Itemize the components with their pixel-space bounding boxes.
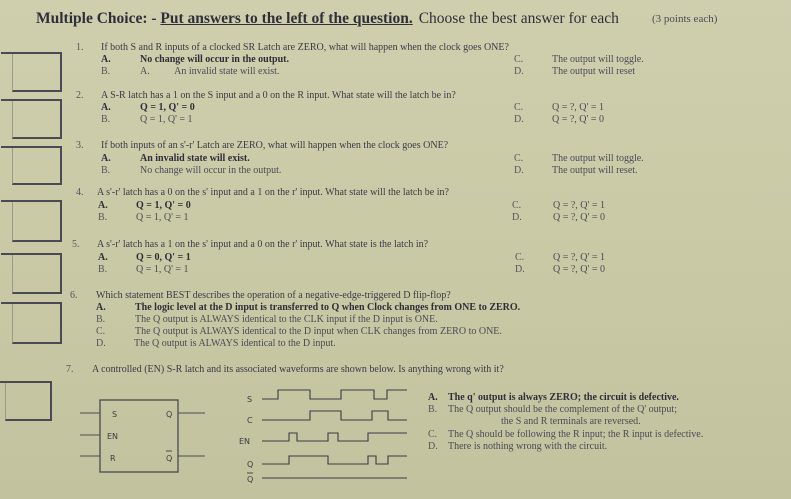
q1-option-b-label[interactable]: B. [101, 66, 111, 77]
q6-option-b-text: The Q output is ALWAYS identical to the CLK input if the D input is ONE. [135, 314, 438, 325]
q2-option-d-label[interactable]: D. [514, 114, 524, 125]
q3-option-d-text: The output will reset. [552, 165, 638, 176]
q1-option-d-label[interactable]: D. [514, 66, 524, 77]
q6-option-d-text: The Q output is ALWAYS identical to the D input. [134, 338, 336, 349]
question-5-number: 5. [72, 239, 80, 250]
waveform-s [262, 390, 407, 399]
pin-en-label: EN [107, 432, 119, 441]
points-note: (3 points each) [652, 13, 718, 25]
answer-box-2[interactable] [12, 99, 62, 139]
q4-option-b-label[interactable]: B. [98, 212, 108, 223]
question-7-number: 7. [66, 364, 74, 375]
title-prefix: Multiple Choice: - [36, 10, 161, 27]
q7-option-d-text: There is nothing wrong with the circuit. [448, 441, 608, 452]
q3-option-d-label[interactable]: D. [514, 165, 524, 176]
q4-option-b-text: Q = 1, Q' = 1 [136, 212, 189, 223]
q6-option-d-label[interactable]: D. [96, 338, 106, 349]
q4-option-d-text: Q = ?, Q' = 0 [553, 212, 605, 223]
q5-option-b-label[interactable]: B. [98, 264, 108, 275]
wave-label-qbar: Q [247, 475, 254, 484]
q5-option-d-label[interactable]: D. [515, 264, 525, 275]
q7-option-a-text: The q' output is always ZERO; the circuit is defective. [448, 392, 679, 403]
q2-option-a-label[interactable]: A. [101, 102, 111, 113]
waveform-c [262, 411, 407, 420]
answer-box-6[interactable] [12, 302, 62, 344]
q5-option-a-label[interactable]: A. [98, 252, 108, 263]
q3-option-c-label[interactable]: C. [514, 153, 524, 164]
q3-option-b-text: No change will occur in the output. [140, 165, 282, 176]
q1-option-c-text: The output will toggle. [552, 54, 644, 65]
answer-box-5[interactable] [12, 253, 62, 294]
wave-label-c: C [247, 416, 253, 425]
q5-option-b-text: Q = 1, Q' = 1 [136, 264, 189, 275]
q7-option-c-label[interactable]: C. [428, 429, 438, 440]
waveform-en [262, 433, 407, 441]
question-6-number: 6. [70, 290, 78, 301]
wave-label-en: EN [239, 437, 251, 446]
pin-qbar-label: Q [166, 454, 173, 463]
answer-box-4[interactable] [12, 200, 62, 242]
question-4-number: 4. [76, 187, 84, 198]
wave-label-q: Q [247, 460, 254, 469]
q3-option-b-label[interactable]: B. [101, 165, 111, 176]
q7-option-b-text: The Q output should be the complement of the Q' output; [448, 404, 677, 415]
q4-option-d-label[interactable]: D. [512, 212, 522, 223]
pin-q-label: Q [166, 410, 173, 419]
question-4-text: A s'-r' latch has a 0 on the s' input and a 1 on the r' input. What state will the latch be in? [97, 187, 449, 198]
q7-option-b-label[interactable]: B. [428, 404, 438, 415]
q6-option-c-label[interactable]: C. [96, 326, 106, 337]
q1-option-a-label[interactable]: A. [101, 54, 111, 65]
q7-option-d-label[interactable]: D. [428, 441, 438, 452]
answer-box-1[interactable] [12, 52, 62, 92]
sr-latch-diagram [80, 385, 215, 495]
q5-option-d-text: Q = ?, Q' = 0 [553, 264, 605, 275]
q2-option-a-text: Q = 1, Q' = 0 [140, 102, 195, 113]
q1-option-b-text: A. An invalid state will exist. [140, 66, 280, 77]
q2-option-b-label[interactable]: B. [101, 114, 111, 125]
answer-box-3[interactable] [12, 146, 62, 185]
question-5-text: A s'-r' latch has a 1 on the s' input and a 0 on the r' input. What state is the latch in? [97, 239, 429, 250]
q7-option-c-text: The Q should be following the R input; the R input is defective. [448, 429, 704, 440]
question-1-text: If both S and R inputs of a clocked SR Latch are ZERO, what will happen when the clock goes ONE? [101, 42, 509, 53]
question-3-text: If both inputs of an s'-r' Latch are ZERO, what will happen when the clock goes ONE? [101, 140, 449, 151]
title-instruction: Put answers to the left of the question. [160, 10, 413, 27]
q3-option-a-label[interactable]: A. [101, 153, 111, 164]
pin-s-label: S [112, 410, 118, 419]
question-7-text: A controlled (EN) S-R latch and its associated waveforms are shown below. Is anything wrong with it? [92, 364, 504, 375]
q5-option-c-text: Q = ?, Q' = 1 [553, 252, 605, 263]
q1-option-c-label[interactable]: C. [514, 54, 524, 65]
q5-option-c-label[interactable]: C. [515, 252, 525, 263]
q2-option-b-text: Q = 1, Q' = 1 [140, 114, 193, 125]
title-rest: Choose the best answer for each [418, 10, 619, 27]
q4-option-c-label[interactable]: C. [512, 200, 522, 211]
question-6-text: Which statement BEST describes the operation of a negative-edge-triggered D flip-flop? [96, 290, 451, 301]
q7-option-a-label[interactable]: A. [428, 392, 438, 403]
q7-option-b-text-line2: the S and R terminals are reversed. [501, 416, 641, 427]
answer-box-7[interactable] [5, 381, 52, 421]
q1-option-a-text: No change will occur in the output. [140, 54, 289, 65]
question-3-number: 3. [76, 140, 84, 151]
q6-option-a-text: The logic level at the D input is transferred to Q when Clock changes from ONE to ZERO. [135, 302, 521, 313]
question-1-number: 1. [76, 42, 84, 53]
q3-option-a-text: An invalid state will exist. [140, 153, 250, 164]
q4-option-c-text: Q = ?, Q' = 1 [553, 200, 605, 211]
page-title [36, 10, 619, 28]
q6-option-a-label[interactable]: A. [96, 302, 106, 313]
waveform-q [262, 456, 407, 464]
q2-option-c-label[interactable]: C. [514, 102, 524, 113]
question-2-text: A S-R latch has a 1 on the S input and a 0 on the R input. What state will the latch be in? [101, 90, 456, 101]
q4-option-a-text: Q = 1, Q' = 0 [136, 200, 191, 211]
q6-option-b-label[interactable]: B. [96, 314, 106, 325]
q5-option-a-text: Q = 0, Q' = 1 [136, 252, 191, 263]
question-2-number: 2. [76, 90, 84, 101]
q6-option-c-text: The Q output is ALWAYS identical to the D input when CLK changes from ZERO to ONE. [135, 326, 502, 337]
wave-label-s: S [247, 395, 253, 404]
q2-option-c-text: Q = ?, Q' = 1 [552, 102, 604, 113]
q3-option-c-text: The output will toggle. [552, 153, 644, 164]
q4-option-a-label[interactable]: A. [98, 200, 108, 211]
pin-r-label: R [110, 454, 116, 463]
waveform-diagram [225, 385, 415, 495]
q2-option-d-text: Q = ?, Q' = 0 [552, 114, 604, 125]
q1-option-d-text: The output will reset [552, 66, 636, 77]
